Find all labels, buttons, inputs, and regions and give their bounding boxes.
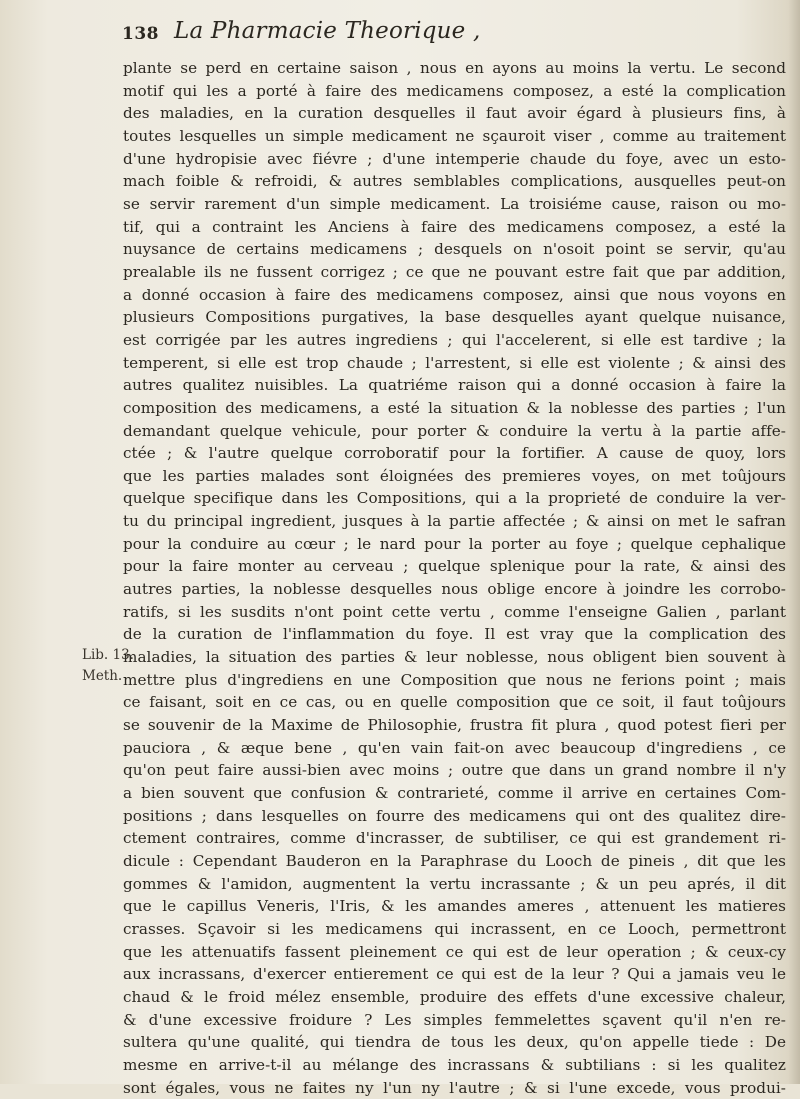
text-line: temperent, si elle est trop chaude ; l'arrestent, si elle est violente ; & ainsi des [123,353,786,372]
text-line: demandant quelque vehicule, pour porter & conduire la vertu à la partie affe- [123,421,786,440]
margin-note-line: Meth. [82,668,123,684]
text-line: aux incrassans, d'exercer entierement ce qui est de la leur ? Qui a jamais veu le [123,965,786,984]
text-line: mach foible & refroidi, & autres semblables complications, ausquelles peut-on [123,172,786,191]
text-line: chaud & le froid mélez ensemble, produire des effets d'une excessive chaleur, [123,987,786,1006]
text-line: positions ; dans lesquelles on fourre des medicamens qui ont des qualitez dire- [123,806,786,825]
margin-note-line: Lib. 13. [82,647,134,663]
text-line: dicule : Cependant Bauderon en la Paraphrase du Looch de pineis , dit que les [123,851,786,870]
text-line: crasses. Sçavoir si les medicamens qui incrassent, en ce Looch, permettront [123,919,786,938]
running-title: La Pharmacie Theorique , [174,18,481,44]
page-header [122,12,722,52]
text-line: pauciora , & æque bene , qu'en vain fait-on avec beaucoup d'ingrediens , ce [123,738,786,757]
text-line: ratifs, si les susdits n'ont point cette vertu , comme l'enseigne Galien , parlant [123,602,786,621]
page-number: 138 [122,24,159,44]
text-line: composition des medicamens, a esté la situation & la noblesse des parties ; l'un [123,398,786,417]
text-line: quelque specifique dans les Compositions, qui a la proprieté de conduire la ver- [123,489,786,508]
text-line: nuysance de certains medicamens ; desquels on n'osoit point se servir, qu'au [123,240,786,259]
text-line: & d'une excessive froidure ? Les simples femmelettes sçavent qu'il n'en re- [123,1010,786,1029]
text-line: d'une hydropisie avec fiévre ; d'une intemperie chaude du foye, avec un esto- [123,149,786,168]
text-line: des maladies, en la curation desquelles il faut avoir égard à plusieurs fins, à [123,104,786,123]
text-line: autres parties, la noblesse desquelles nous oblige encore à joindre les corrobo- [123,580,786,599]
text-line: que les parties malades sont éloignées des premieres voyes, on met toûjours [123,466,786,485]
page-edge-shadow [788,0,800,1084]
text-line: motif qui les a porté à faire des medicamens composez, a esté la complication [123,81,786,100]
text-line: que le capillus Veneris, l'Iris, & les amandes ameres , attenuent les matieres [123,897,786,916]
text-line: pour la conduire au cœur ; le nard pour la porter au foye ; quelque cephalique [123,534,786,553]
text-line: autres qualitez nuisibles. La quatriéme raison qui a donné occasion à faire la [123,376,786,395]
text-line: sont égales, vous ne faites ny l'un ny l'autre ; & si l'une excede, vous produi- [123,1078,786,1097]
text-line: plante se perd en certaine saison , nous en ayons au moins la vertu. Le second [123,59,786,77]
text-line: plusieurs Compositions purgatives, la base desquelles ayant quelque nuisance, [123,308,786,327]
text-line: que les attenuatifs fassent pleinement ce qui est de leur operation ; & ceux-cy [123,942,786,961]
text-line: tif, qui a contraint les Anciens à faire des medicamens composez, a esté la [123,217,786,236]
text-line: qu'on peut faire aussi-bien avec moins ; outre que dans un grand nombre il n'y [123,761,786,780]
text-line: maladies, la situation des parties & leur noblesse, nous obligent bien souvent à [123,648,786,667]
text-line: se souvenir de la Maxime de Philosophie, frustra fit plura , quod potest fieri per [123,716,786,735]
body-text [123,57,786,1099]
text-line: est corrigée par les autres ingrediens ; qui l'accelerent, si elle est tardive ; la [123,330,786,349]
text-line: a donné occasion à faire des medicamens composez, ainsi que nous voyons en [123,285,786,304]
text-line: tu du principal ingredient, jusques à la partie affectée ; & ainsi on met le safran [123,512,786,531]
text-line: ctement contraires, comme d'incrasser, de subtiliser, ce qui est grandement ri- [123,829,786,848]
text-line: ctée ; & l'autre quelque corroboratif pour la fortifier. A cause de quoy, lors [123,444,786,463]
text-line: prealable ils ne fussent corrigez ; ce que ne pouvant estre fait que par addition, [123,262,786,281]
text-line: gommes & l'amidon, augmentent la vertu incrassante ; & un peu aprés, il dit [123,874,786,893]
text-line: mettre plus d'ingrediens en une Composition que nous ne ferions point ; mais [123,670,786,689]
text-line: ce faisant, soit en ce cas, ou en quelle composition que ce soit, il faut toûjours [123,693,786,712]
text-line: a bien souvent que confusion & contrarieté, comme il arrive en certaines Com- [123,784,786,802]
text-line: de la curation de l'inflammation du foye. Il est vray que la complication des [123,625,786,644]
text-line: se servir rarement d'un simple medicament. La troisiéme cause, raison ou mo- [123,194,786,213]
text-line: sultera qu'une qualité, qui tiendra de tous les deux, qu'on appelle tiede : De [123,1033,786,1052]
text-line: mesme en arrive-t-il au mélange des incrassans & subtilians : si les qualitez [123,1055,786,1074]
text-line: pour la faire monter au cerveau ; quelque splenique pour la rate, & ainsi des [123,557,786,576]
text-line: toutes lesquelles un simple medicament ne sçauroit viser , comme au traitement [123,126,786,145]
